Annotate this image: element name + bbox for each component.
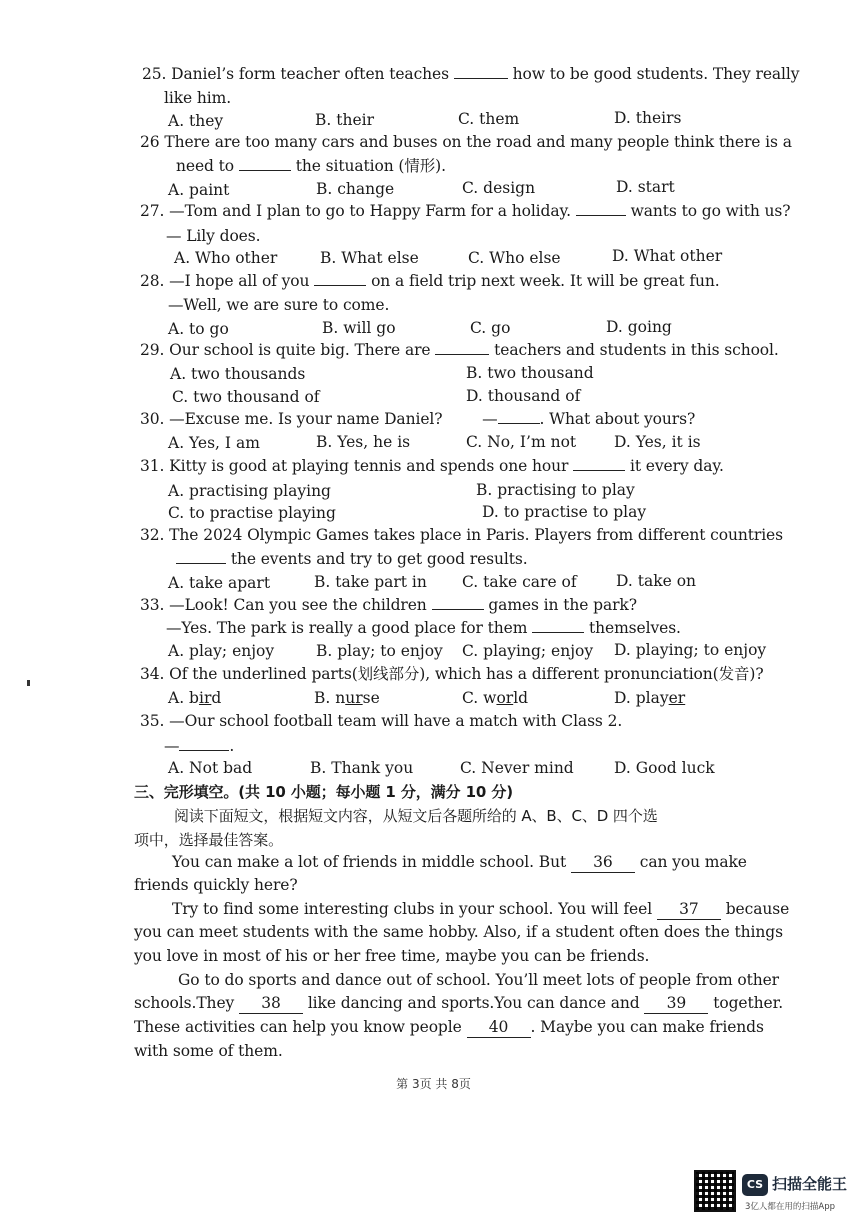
section-instruction-1: 阅读下面短文，根据短文内容，从短文后各题所给的 A、B、C、D 四个选 bbox=[174, 807, 658, 825]
q35-option-b[interactable]: B. Thank you bbox=[310, 759, 414, 777]
answer-blank bbox=[239, 156, 291, 171]
passage-line4: you can meet students with the same hobby. Also, if a student often does the things bbox=[134, 923, 783, 941]
q28-text-a: 28. —I hope all of you bbox=[140, 272, 310, 290]
answer-blank bbox=[573, 456, 625, 471]
q26-line2 bbox=[176, 156, 446, 176]
scan-mark bbox=[27, 680, 30, 686]
passage-text: These activities can help you know people bbox=[134, 1018, 462, 1036]
passage-text: because bbox=[725, 900, 790, 918]
q34-option-d[interactable] bbox=[614, 688, 685, 708]
q27-text-b: wants to go with us? bbox=[630, 202, 791, 220]
q33-text-c: —Yes. The park is really a good place for them bbox=[166, 619, 528, 637]
q32-option-a[interactable]: A. take apart bbox=[168, 574, 271, 592]
q27-line1 bbox=[140, 201, 790, 221]
q28-option-d[interactable]: D. going bbox=[606, 318, 672, 336]
q33-option-b[interactable]: B. play; to enjoy bbox=[316, 642, 443, 660]
q33-line2 bbox=[166, 618, 681, 638]
q34-option-b[interactable] bbox=[314, 688, 380, 708]
q28-option-b[interactable]: B. will go bbox=[322, 319, 396, 337]
q29-option-b[interactable]: B. two thousand bbox=[466, 364, 594, 382]
q32-option-c[interactable]: C. take care of bbox=[462, 573, 577, 591]
cloze-blank-38[interactable]: 38 bbox=[239, 993, 303, 1014]
answer-blank bbox=[532, 618, 584, 633]
q30-option-d[interactable]: D. Yes, it is bbox=[614, 433, 701, 451]
passage-line3 bbox=[172, 899, 789, 920]
q31-text-a: 31. Kitty is good at playing tennis and spends one hour bbox=[140, 457, 569, 475]
option-suffix: se bbox=[362, 689, 380, 707]
cloze-blank-37[interactable]: 37 bbox=[657, 899, 721, 920]
passage-line6: Go to do sports and dance out of school. You’ll meet lots of people from other bbox=[178, 971, 779, 989]
q28-line1 bbox=[140, 271, 720, 291]
q30-text-a: 30. —Excuse me. Is your name Daniel? bbox=[140, 410, 443, 428]
scanner-app-name: 扫描全能王 bbox=[772, 1175, 848, 1193]
q32-line2 bbox=[176, 549, 528, 569]
q33-line1 bbox=[140, 595, 637, 615]
option-prefix: D. play bbox=[614, 689, 669, 707]
underlined-letters: ur bbox=[345, 689, 363, 707]
q27-option-a[interactable]: A. Who other bbox=[174, 249, 278, 267]
q30-option-c[interactable]: C. No, I’m not bbox=[466, 433, 577, 451]
q26-option-c[interactable]: C. design bbox=[462, 179, 536, 197]
q33-text-d: themselves. bbox=[589, 619, 681, 637]
q35-line2 bbox=[164, 736, 234, 756]
passage-text: schools.They bbox=[134, 994, 235, 1012]
q26-line1: 26 There are too many cars and buses on the road and many people think there is a bbox=[140, 133, 792, 151]
q32-option-d[interactable]: D. take on bbox=[616, 572, 697, 590]
scanner-tagline: 3亿人都在用的扫描App bbox=[745, 1202, 836, 1212]
q34-option-c[interactable] bbox=[462, 688, 528, 708]
passage-text: together. bbox=[713, 994, 784, 1012]
q30-text-b: — bbox=[482, 410, 498, 428]
q27-option-d[interactable]: D. What other bbox=[612, 247, 723, 265]
passage-line1 bbox=[172, 852, 747, 873]
passage-text: like dancing and sports.You can dance and bbox=[307, 994, 640, 1012]
q28-line2: —Well, we are sure to come. bbox=[168, 296, 390, 314]
answer-blank bbox=[454, 64, 508, 79]
passage-text: You can make a lot of friends in middle school. But bbox=[172, 853, 567, 871]
q32-line1: 32. The 2024 Olympic Games takes place in Paris. Players from different countries bbox=[140, 526, 783, 544]
page-number: 第 3页 共 8页 bbox=[396, 1077, 471, 1091]
underlined-letters: or bbox=[496, 689, 514, 707]
passage-text: . Maybe you can make friends bbox=[530, 1018, 764, 1036]
q27-option-b[interactable]: B. What else bbox=[320, 249, 419, 267]
q35-option-c[interactable]: C. Never mind bbox=[460, 759, 574, 777]
passage-line2: friends quickly here? bbox=[134, 876, 298, 894]
answer-blank bbox=[179, 736, 229, 751]
q25-option-d[interactable]: D. theirs bbox=[614, 109, 682, 127]
q31-option-c[interactable]: C. to practise playing bbox=[168, 504, 336, 522]
option-prefix: A. b bbox=[168, 689, 199, 707]
q25-text-a: 25. Daniel’s form teacher often teaches bbox=[142, 65, 449, 83]
section-instruction-2: 项中，选择最佳答案。 bbox=[134, 831, 284, 849]
option-suffix: ld bbox=[513, 689, 529, 707]
q31-line1 bbox=[140, 456, 724, 476]
cloze-blank-36[interactable]: 36 bbox=[571, 852, 635, 873]
q31-option-a[interactable]: A. practising playing bbox=[168, 482, 331, 500]
q35-option-d[interactable]: D. Good luck bbox=[614, 759, 715, 777]
option-suffix: d bbox=[211, 689, 222, 707]
q34-line1: 34. Of the underlined parts(划线部分), which has a different pronunciation(发音)? bbox=[140, 665, 764, 683]
q29-option-d[interactable]: D. thousand of bbox=[466, 387, 581, 405]
q28-text-b: on a field trip next week. It will be great fun. bbox=[371, 272, 720, 290]
answer-blank bbox=[314, 271, 366, 286]
cloze-blank-40[interactable]: 40 bbox=[467, 1017, 531, 1038]
answer-blank bbox=[498, 409, 540, 424]
underlined-letters: ir bbox=[198, 689, 212, 707]
q31-option-b[interactable]: B. practising to play bbox=[476, 481, 635, 499]
passage-line7 bbox=[134, 993, 783, 1014]
q25-line1 bbox=[142, 64, 799, 84]
q32-option-b[interactable]: B. take part in bbox=[314, 573, 427, 591]
q27-option-c[interactable]: C. Who else bbox=[468, 249, 561, 267]
q30-line1 bbox=[140, 409, 695, 429]
q26-option-a[interactable]: A. paint bbox=[168, 181, 230, 199]
q29-text-a: 29. Our school is quite big. There are bbox=[140, 341, 431, 359]
underlined-letters: er bbox=[668, 689, 686, 707]
camscanner-logo-icon: CS bbox=[742, 1174, 768, 1196]
answer-blank bbox=[432, 595, 484, 610]
q35-period: . bbox=[229, 737, 235, 755]
q26-text-a: need to bbox=[176, 157, 235, 175]
q30-option-b[interactable]: B. Yes, he is bbox=[316, 433, 411, 451]
passage-line9: with some of them. bbox=[134, 1042, 283, 1060]
answer-blank bbox=[435, 340, 489, 355]
q28-option-a[interactable]: A. to go bbox=[168, 320, 229, 338]
q30-text-c: . What about yours? bbox=[539, 410, 696, 428]
q31-option-d[interactable]: D. to practise to play bbox=[482, 503, 647, 521]
q26-option-b[interactable]: B. change bbox=[316, 180, 395, 198]
section-heading: 三、完形填空。(共 10 小题；每小题 1 分，满分 10 分) bbox=[134, 783, 514, 801]
q32-text-b: the events and try to get good results. bbox=[230, 550, 528, 568]
q33-text-b: games in the park? bbox=[488, 596, 637, 614]
q33-option-a[interactable]: A. play; enjoy bbox=[168, 642, 275, 660]
option-prefix: C. w bbox=[462, 689, 497, 707]
passage-text: Try to find some interesting clubs in your school. You will feel bbox=[172, 900, 653, 918]
q27-text-a: 27. —Tom and I plan to go to Happy Farm for a holiday. bbox=[140, 202, 571, 220]
q25-option-a[interactable]: A. they bbox=[168, 112, 224, 130]
q35-dash: — bbox=[164, 737, 180, 755]
q27-line2: — Lily does. bbox=[166, 227, 261, 245]
q29-line1 bbox=[140, 340, 779, 360]
q31-text-b: it every day. bbox=[629, 457, 724, 475]
option-prefix: B. n bbox=[314, 689, 346, 707]
q33-option-c[interactable]: C. playing; enjoy bbox=[462, 642, 594, 660]
q25-option-b[interactable]: B. their bbox=[315, 111, 374, 129]
q25-text-b: how to be good students. They really bbox=[512, 65, 800, 83]
q29-text-b: teachers and students in this school. bbox=[494, 341, 779, 359]
q30-option-a[interactable]: A. Yes, I am bbox=[168, 434, 260, 452]
q35-option-a[interactable]: A. Not bad bbox=[168, 759, 253, 777]
q29-option-c[interactable]: C. two thousand of bbox=[172, 388, 320, 406]
q29-option-a[interactable]: A. two thousands bbox=[170, 365, 306, 383]
q28-option-c[interactable]: C. go bbox=[470, 319, 511, 337]
answer-blank bbox=[176, 549, 226, 564]
cloze-blank-39[interactable]: 39 bbox=[644, 993, 708, 1014]
q26-text-b: the situation (情形). bbox=[295, 157, 446, 175]
q25-option-c[interactable]: C. them bbox=[458, 110, 520, 128]
passage-line5: you love in most of his or her free time, maybe you can be friends. bbox=[134, 947, 650, 965]
passage-text: can you make bbox=[639, 853, 747, 871]
answer-blank bbox=[576, 201, 626, 216]
qr-code-icon bbox=[694, 1170, 736, 1212]
q33-option-d[interactable]: D. playing; to enjoy bbox=[614, 641, 767, 659]
q25-line2: like him. bbox=[164, 89, 232, 107]
q33-text-a: 33. —Look! Can you see the children bbox=[140, 596, 427, 614]
q35-line1: 35. —Our school football team will have a match with Class 2. bbox=[140, 712, 623, 730]
q26-option-d[interactable]: D. start bbox=[616, 178, 675, 196]
passage-line8 bbox=[134, 1017, 764, 1038]
q34-option-a[interactable] bbox=[168, 688, 221, 708]
